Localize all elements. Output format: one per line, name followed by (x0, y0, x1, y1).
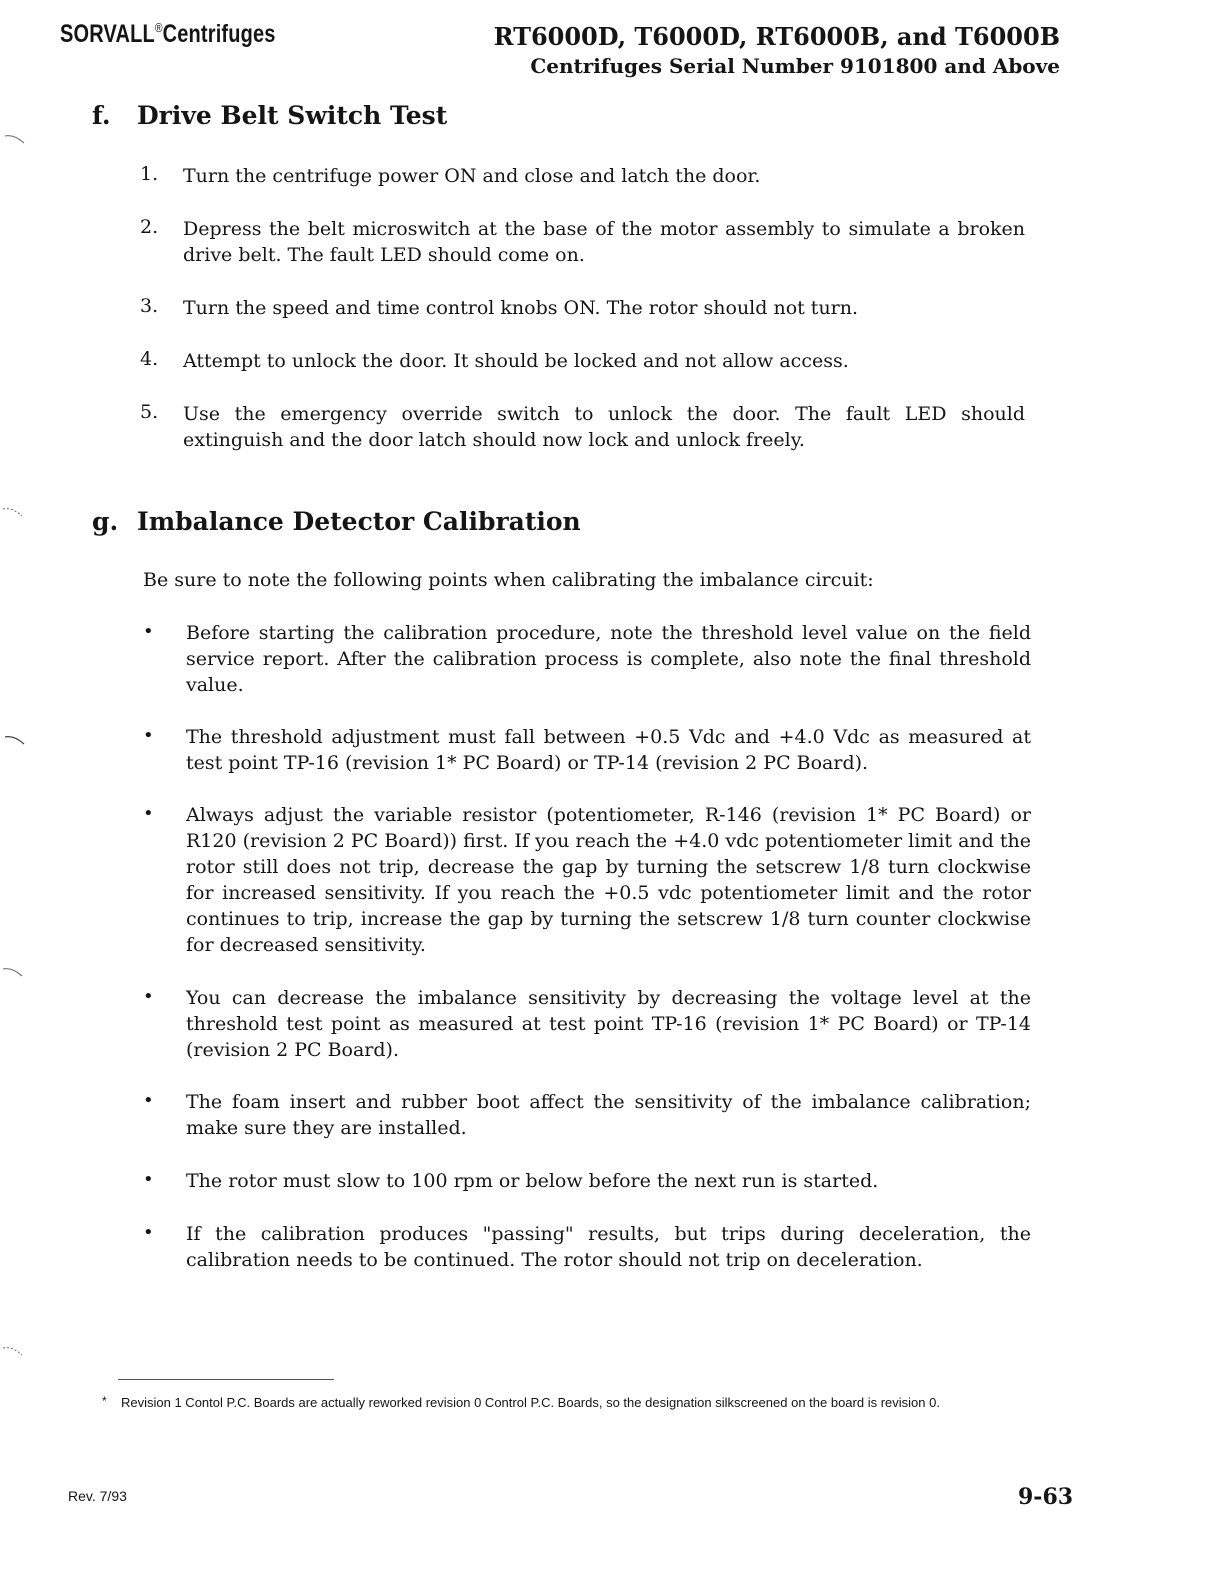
footnote-divider (118, 1379, 334, 1380)
serial-heading: Centrifuges Serial Number 9101800 and Above (530, 54, 1060, 78)
section-f-title: Drive Belt Switch Test (137, 101, 448, 130)
footnote-mark: * (102, 1394, 107, 1408)
margin-mark-icon (4, 133, 26, 145)
footnote-text: Revision 1 Contol P.C. Boards are actually reworked revision 0 Control P.C. Boards, so the designation silkscreened on the board is revision 0. (121, 1395, 940, 1410)
section-g-title: Imbalance Detector Calibration (137, 507, 581, 536)
section-g-heading (92, 507, 792, 541)
brand-title: SORVALL®Centrifuges (60, 20, 276, 48)
revision-label: Rev. 7/93 (68, 1488, 127, 1504)
section-f-letter: f. (92, 101, 111, 130)
margin-mark-icon (2, 506, 24, 518)
section-f-heading (92, 101, 692, 135)
page-number: 9-63 (1018, 1484, 1074, 1510)
section-g-intro: Be sure to note the following points when calibrating the imbalance circuit: (143, 569, 874, 591)
margin-mark-icon (2, 966, 24, 978)
margin-mark-icon (2, 1345, 24, 1357)
margin-mark-icon (4, 734, 26, 746)
section-g-letter: g. (92, 507, 119, 536)
models-heading: RT6000D, T6000D, RT6000B, and T6000B (493, 22, 1060, 51)
